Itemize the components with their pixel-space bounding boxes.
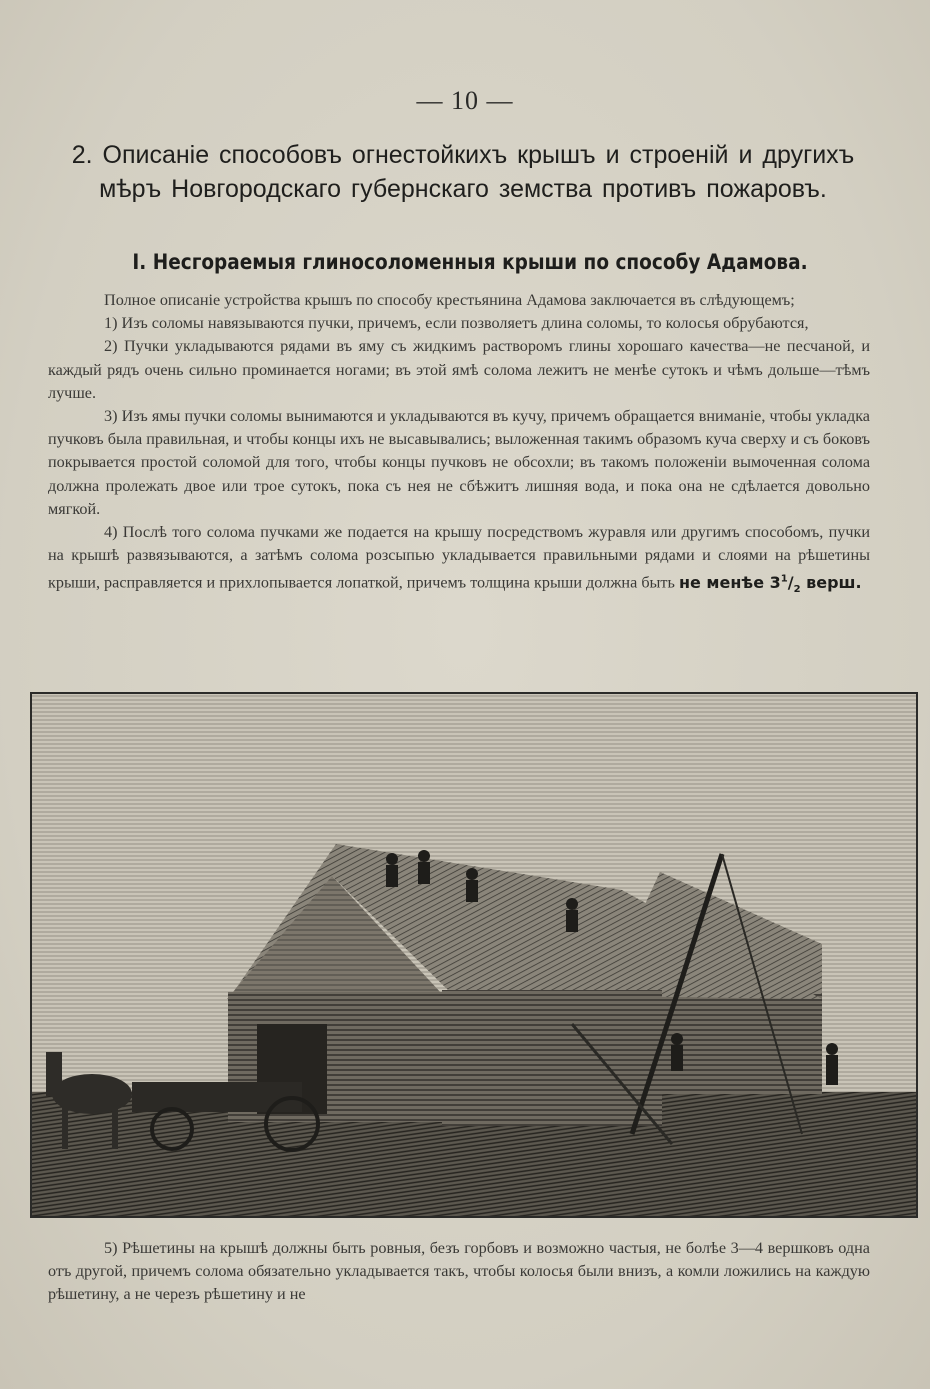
engraving-illustration [30, 692, 918, 1218]
fraction-denominator: 2 [793, 583, 801, 595]
paragraph-intro: Полное описанiе устройства крышъ по способу крестьянина Адамова заключается въ слѣдующемъ; [104, 291, 795, 309]
paragraph-4-text: 4) Послѣ того солома пучками же подается на крышу посредствомъ журавля или другимъ способомъ, пучки на крышѣ развязываются, а затѣмъ солома розсыпью укладывается правильными рядами и слоями на рѣшетины крыши, расправляется и прихлопывается лопаткой, причемъ толщина крыши должна быть [48, 523, 870, 592]
page-number: — 10 — [416, 86, 514, 115]
paragraph-4 [48, 521, 870, 601]
side-wall [442, 990, 662, 1126]
emphasis-text: не менѣе 3 [678, 572, 781, 592]
subsection-title: I. Несгораемыя глиносоломенныя крыши по способу Адамова. [132, 250, 808, 274]
body-text-lower [48, 1237, 870, 1307]
paragraph-5: 5) Рѣшетины на крышѣ должны быть ровныя, безъ горбовъ и возможно частыя, не болѣе 3—4 вершковъ одна отъ другой, причемъ солома обязательно укладывается такъ, чтобы колосья были внизъ, а комли ложились на каждую рѣшетину, а не черезъ рѣшетину и не [48, 1239, 870, 1304]
barn-roofing-engraving [32, 694, 916, 1216]
paragraph-2: 2) Пучки укладываются рядами въ яму съ жидкимъ растворомъ глины хорошаго качества—не песчаной, и каждый рядъ очень сильно проминается ногами; въ этой ямѣ солома лежитъ не менѣе сутокъ и чѣмъ дольше—тѣмъ лучше. [48, 337, 870, 402]
fraction-numerator: 1 [780, 573, 788, 585]
emphasis-tail: верш. [800, 572, 862, 592]
paragraph-3: 3) Изъ ямы пучки соломы вынимаются и укладываются въ кучу, причемъ обращается вниманiе, чтобы укладка пучковъ была правильная, и чтобы концы ихъ не высавывались; выложенная такимъ образомъ куча сверху и съ боковъ покрывается простой соломой для того, чтобы концы пучковъ не обсохли; въ такомъ положенiи вымоченная солома должна пролежать двое или трое сутокъ, пока съ нея не сбѣжитъ лишняя вода, и пока она не сдѣлается довольно мягкой. [48, 407, 870, 518]
paragraph-1: 1) Изъ соломы навязываются пучки, причемъ, если позволяетъ длина соломы, то колосья обрубаются, [104, 314, 809, 333]
body-text-upper [48, 289, 870, 601]
roof-thickness-emphasis: не менѣе $3^1/_2$ верш. [678, 572, 862, 595]
section-title: 2. Описанiе способовъ огнестойкихъ крышъ и строенiй и другихъ мѣръ Новгородскаго губернскаго земства противъ пожаровъ. [71, 141, 855, 203]
